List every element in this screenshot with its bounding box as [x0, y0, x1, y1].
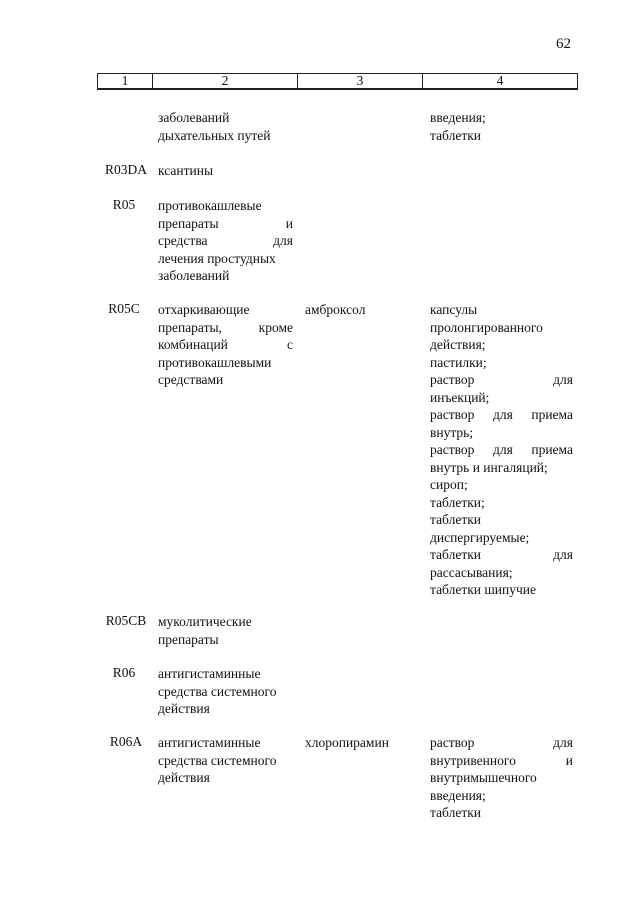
group-name: антигистаминные средства системного действия [158, 735, 277, 785]
group-name: противокашлевые препараты и средства для лечения простудных заболеваний [158, 198, 293, 283]
atc-code: R06 [112, 665, 136, 680]
group-name: ксантины [158, 163, 214, 178]
active-substance: амброксол [305, 302, 366, 317]
active-substance: хлоропирамин [305, 735, 389, 750]
column-header-table [97, 73, 578, 90]
dosage-forms: раствор для внутривенного и внутримышечного введения; таблетки [430, 735, 573, 820]
page-number: 62 [556, 36, 571, 52]
atc-code: R06A [109, 734, 143, 749]
column-header-2: 2 [153, 74, 298, 90]
dosage-forms: введения; таблетки [430, 110, 486, 143]
atc-code: R05CB [105, 613, 147, 628]
group-name: муколитические препараты [158, 614, 252, 647]
group-name: отхаркивающие препараты, кроме комбинаций с противокашлевыми средствами [158, 302, 293, 387]
column-header-3: 3 [298, 74, 423, 90]
atc-code: R05C [108, 301, 140, 316]
atc-code: R03DA [104, 162, 147, 177]
dosage-forms: капсулы пролонгированного действия; пастилки; раствор для инъекций; раствор для приема внутрь; раствор для приема внутрь и ингаляций; сироп; таблетки; таблетки диспергируемые; таблетки для рассасывания; таблетки шипучие [430, 302, 573, 597]
group-name: заболеваний дыхательных путей [158, 110, 271, 143]
column-header-4: 4 [423, 74, 578, 90]
atc-code: R05 [112, 197, 136, 212]
column-header-1: 1 [98, 74, 153, 90]
group-name: антигистаминные средства системного действия [158, 666, 277, 716]
